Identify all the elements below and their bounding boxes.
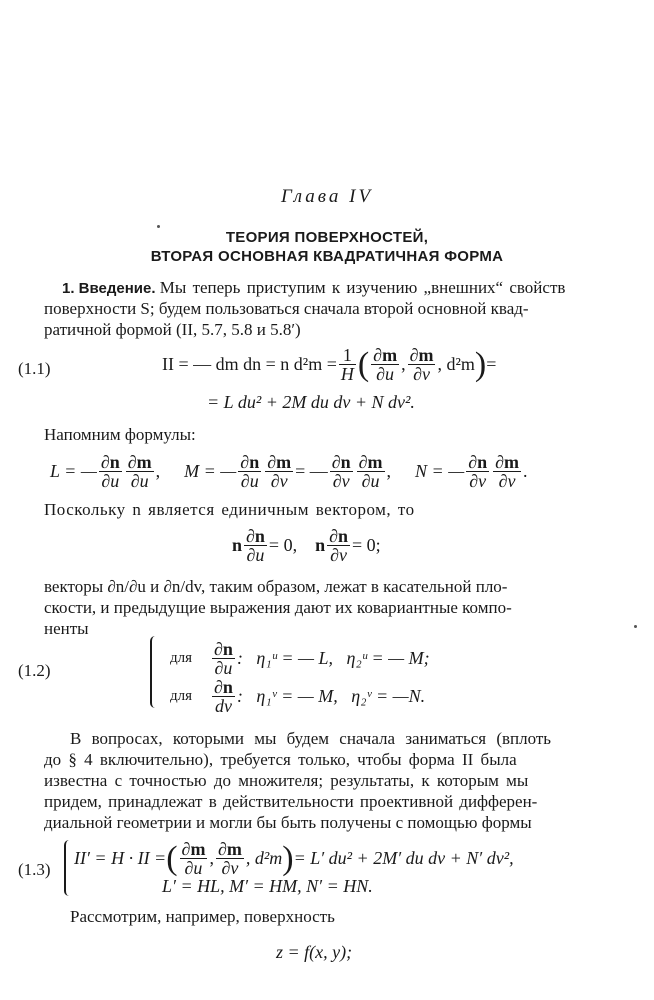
eq-1-1-label: (1.1)	[18, 359, 51, 378]
frac-num: ∂m	[127, 451, 152, 472]
formula-M: M = —	[184, 460, 237, 481]
intro-line-1	[62, 277, 628, 299]
consider-text: Рассмотрим, например, поверхность	[70, 907, 335, 926]
frac-num: ∂m	[358, 451, 383, 472]
frac-num: ∂m	[373, 344, 398, 365]
d2m: , d²m	[245, 847, 283, 868]
frac-den: ∂v	[221, 857, 239, 878]
frac-den: ∂u	[101, 470, 120, 491]
frac-den: dv	[214, 695, 232, 716]
chapter-title-line1: ТЕОРИЯ ПОВЕРХНОСТЕЙ,	[225, 229, 429, 246]
chapter-title-line2: ВТОРАЯ ОСНОВНАЯ КВАДРАТИЧНАЯ ФОРМА	[150, 248, 504, 265]
frac-den: ∂v	[270, 470, 288, 491]
formula-L: L = —	[50, 460, 97, 481]
eq-1-2-row1-rest: : η₁ᵘ = — L, η₂ᵘ = — M;	[236, 647, 430, 668]
recall-text: Напомним формулы:	[44, 425, 196, 444]
frac-num: ∂n	[246, 525, 265, 546]
eq-1-2-row2	[170, 676, 425, 716]
zero-2: = 0;	[352, 534, 381, 555]
unit-vector-formula	[232, 523, 381, 567]
para2-line-5: диальной геометрии и могли бы быть получены с помощью формы	[44, 813, 532, 832]
frac-den: ∂u	[214, 657, 233, 678]
frac-den: ∂u	[361, 470, 380, 491]
eq-1-1-frac-1h	[339, 346, 356, 383]
eq-1-1-line2: = L du² + 2M du dv + N dv².	[207, 392, 415, 412]
vectors-line-2: скости, и предыдущие выражения дают их ковариантные компо-	[44, 598, 512, 617]
eq-1-2-label: (1.2)	[18, 661, 51, 680]
lmn-formulas: L = — $\frac{\partial n}{\partial u}$ $\frac{\partial m}{\partial u}$ , M = — $\frac{\partial n}{\partial u}$ $\frac{\partial m}{\partial v}$ = — $\frac{\partial n}{\partial v}$ $\frac{\partial m}{\partial u}$ , N = — $\frac{\partial n}{\partial v}$ $\frac{\partial m}{\partial v}$ .	[50, 451, 528, 491]
zero-1: = 0,	[268, 534, 298, 555]
vectors-line-1: векторы ∂n/∂u и ∂n/dv, таким образом, лежат в касательной пло-	[44, 577, 508, 596]
n-symbol: n	[315, 534, 326, 555]
frac-num: ∂m	[217, 838, 242, 859]
chapter-heading: Глава IV	[280, 186, 374, 207]
intro-line-3: ратичной формой (II, 5.7, 5.8 и 5.8′)	[44, 320, 301, 339]
for-label: для	[170, 649, 193, 666]
eq-1-3-left: II′ = H · II =	[74, 847, 167, 868]
frac-den: ∂u	[184, 857, 203, 878]
frac-num: ∂n	[214, 676, 233, 697]
frac-num: ∂m	[409, 344, 434, 365]
formula-N: N = —	[415, 460, 465, 481]
frac-num: ∂n	[468, 451, 488, 472]
eq-1-1-frac-dm-du	[371, 346, 399, 383]
n-symbol: n	[232, 534, 243, 555]
frac-den: ∂u	[240, 470, 259, 491]
frac-num: ∂n	[331, 451, 351, 472]
vectors-line-3: ненты	[44, 619, 89, 638]
frac-den: ∂v	[332, 470, 350, 491]
eq-1-3-brace	[64, 840, 69, 896]
eq-1-1-d2m: , d²m	[437, 353, 475, 374]
eq-1-1-left: II = — dm dn = n d²m =	[162, 353, 337, 374]
frac-num: ∂m	[181, 838, 206, 859]
formula-M-eq: = —	[295, 460, 328, 481]
left-paren: (	[166, 839, 178, 877]
scan-dot	[157, 225, 160, 228]
frac-num: ∂n	[214, 638, 233, 659]
right-paren: )	[474, 345, 487, 383]
section-heading: 1. Введение.	[62, 280, 156, 297]
eq-1-1-line1: II = — dm dn = n d²m = $\frac{1}{H}$ ( $\frac{\partial m}{\partial u}$ , $\frac{\partial m}{\partial v}$ , d²m ) =	[162, 344, 497, 384]
frac-den: ∂u	[130, 470, 149, 491]
eq-1-3-label: (1.3)	[18, 860, 51, 879]
frac-num: ∂n	[240, 451, 260, 472]
para2-line-3: известна с точностью до множителя; результаты, к которым мы	[44, 771, 529, 790]
frac-num: ∂n	[100, 451, 120, 472]
eq-1-2-row1	[170, 638, 430, 678]
frac-num: ∂n	[329, 525, 348, 546]
frac-num: 1	[339, 346, 356, 365]
intro-text-1: Мы теперь приступим к изучению „внешних“ свойств	[159, 278, 566, 297]
para2-line-2: до § 4 включительно), требуется только, чтобы форма II была	[44, 750, 517, 769]
scan-dot	[634, 625, 637, 628]
eq-1-3-right: = L′ du² + 2M′ du dv + N′ dv²,	[293, 847, 514, 868]
eq-1-1-end: =	[486, 353, 497, 374]
eq-1-3-line2: L′ = HL, M′ = HM, N′ = HN.	[162, 876, 373, 896]
eq-1-1-frac-dm-dv	[408, 346, 436, 383]
frac-den: ∂v	[469, 470, 487, 491]
eq-1-2-row2-rest: : η₁ᵛ = — M, η₂ᵛ = —N.	[236, 685, 426, 706]
right-paren: )	[282, 839, 294, 877]
para2-line-1: В вопросах, которыми мы будем сначала заниматься (вплоть	[70, 729, 552, 748]
frac-den: ∂v	[330, 544, 347, 565]
for-label: для	[170, 687, 193, 704]
left-paren: (	[357, 345, 370, 383]
frac-num: ∂m	[267, 451, 292, 472]
final-formula: z = f(x, y);	[276, 942, 353, 962]
intro-line-2: поверхности S; будем пользоваться сначала второй основной квад-	[44, 299, 529, 318]
since-text: Поскольку n является единичным вектором, то	[44, 500, 415, 519]
frac-den: ∂u	[376, 363, 395, 384]
frac-den: ∂v	[498, 470, 516, 491]
frac-den: ∂v	[413, 363, 430, 384]
frac-den: ∂u	[246, 544, 265, 565]
frac-num: ∂m	[495, 451, 520, 472]
frac-den: H	[340, 363, 354, 384]
eq-1-2-brace	[150, 636, 155, 708]
eq-1-3-line1: II′ = H · II = ( $\frac{\partial m}{\partial u}$ , $\frac{\partial m}{\partial v}$ , d²m ) = L′ du² + 2M′ du dv + N′ dv²,	[74, 838, 514, 878]
para2-line-4: придем, принадлежат в действительности проективной дифферен-	[44, 792, 538, 811]
